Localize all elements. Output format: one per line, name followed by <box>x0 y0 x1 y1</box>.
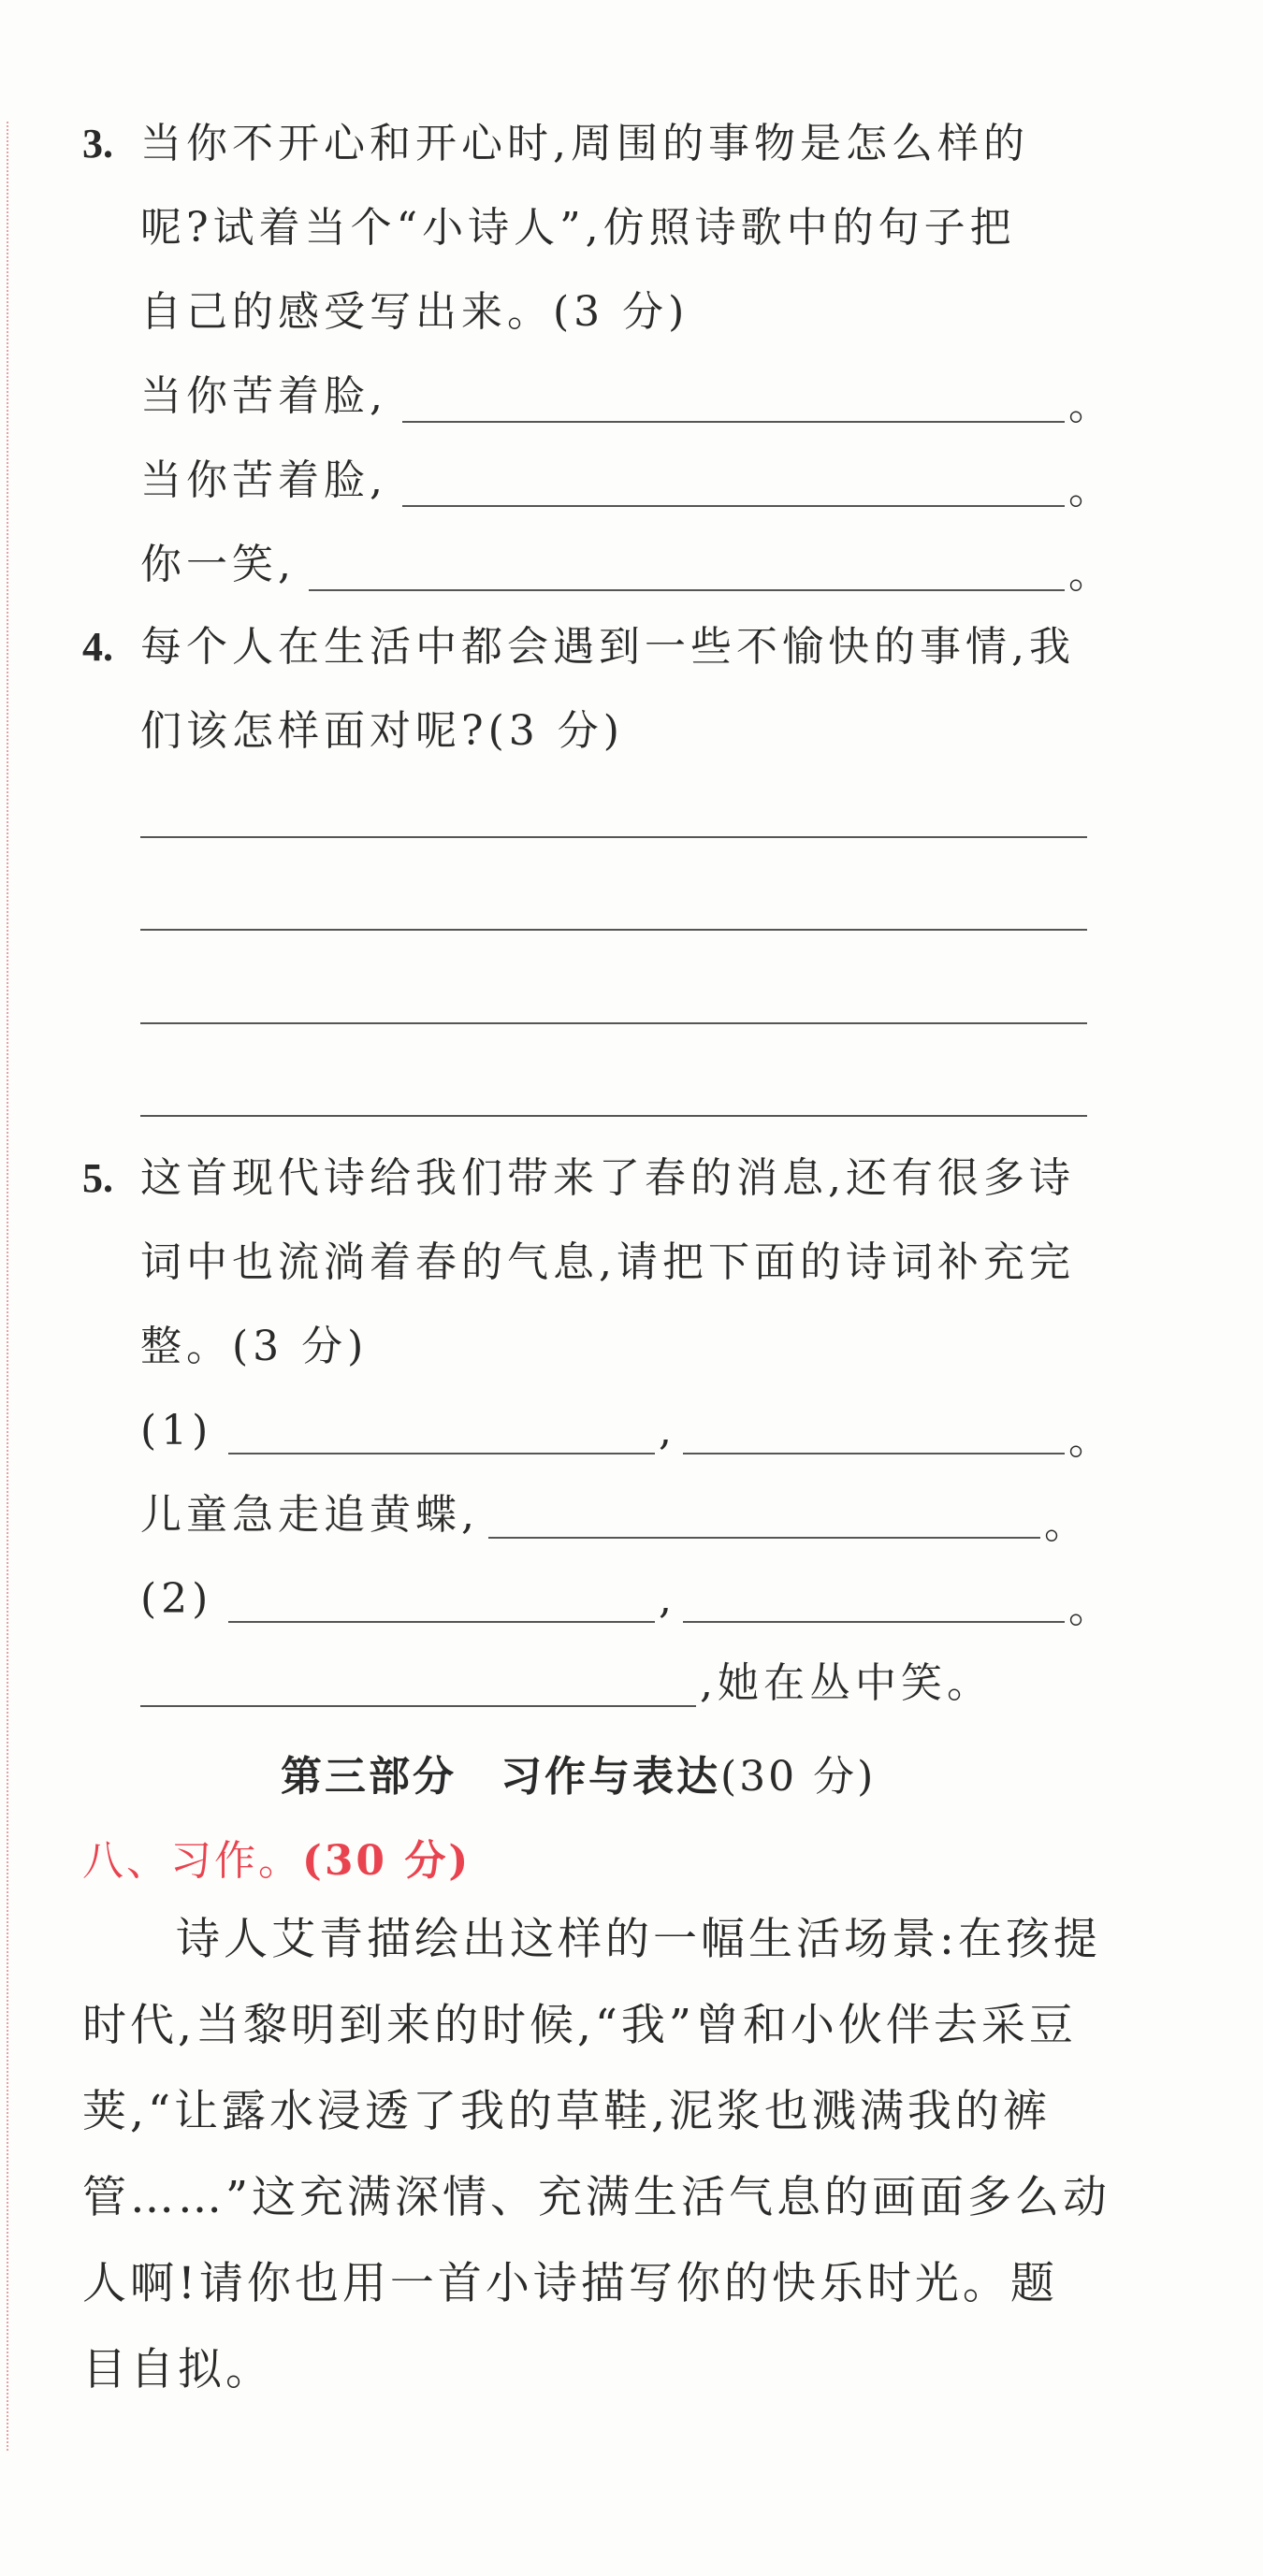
answer-blank[interactable] <box>309 589 1065 591</box>
poem-blank[interactable] <box>140 1705 696 1707</box>
essay-line-5: 人啊!请你也用一首小诗描写你的快乐时光。题 <box>82 2258 1058 2309</box>
part-3-score: (30 分) <box>720 1753 877 1801</box>
question-4-number: 4. <box>82 624 113 670</box>
poem-line-end: ,她在丛中笑。 <box>700 1659 993 1707</box>
question-3-line-1: 当你不开心和开心时,周围的事物是怎么样的 <box>140 120 1029 167</box>
comma: , <box>659 1575 672 1623</box>
section-8-score: (30 分) <box>302 1837 472 1885</box>
essay-line-3: 荚,“让露水浸透了我的草鞋,泥浆也溅满我的裤 <box>82 2086 1051 2137</box>
period: 。 <box>1068 466 1110 514</box>
question-3-number: 3. <box>82 121 113 166</box>
item-1-label: (1) <box>140 1407 213 1454</box>
poem-blank[interactable] <box>488 1537 1040 1539</box>
essay-line-1: 诗人艾青描绘出这样的一幅生活场景:在孩提 <box>176 1914 1101 1965</box>
question-3-prompt-3: 你一笑, <box>140 541 296 588</box>
question-4-line-2: 们该怎样面对呢?(3 分) <box>140 707 624 755</box>
margin-dotted-line <box>7 122 8 2451</box>
comma: , <box>659 1407 672 1454</box>
question-4-line-1: 每个人在生活中都会遇到一些不愉快的事情,我 <box>140 623 1075 671</box>
section-8-heading <box>82 1837 472 1885</box>
period: 。 <box>1068 1416 1110 1464</box>
question-3-prompt-1: 当你苦着脸, <box>140 372 387 420</box>
poem-blank[interactable] <box>228 1453 655 1454</box>
item-2-label: (2) <box>140 1575 213 1623</box>
poem-known-line: 儿童急走追黄蝶, <box>140 1491 479 1539</box>
part-3-heading <box>281 1753 877 1801</box>
question-5-line-1: 这首现代诗给我们带来了春的消息,还有很多诗 <box>140 1154 1075 1202</box>
period: 。 <box>1044 1500 1085 1548</box>
question-5-line-3: 整。(3 分) <box>140 1323 369 1370</box>
answer-blank[interactable] <box>402 421 1065 423</box>
period: 。 <box>1068 1585 1110 1632</box>
period: 。 <box>1068 382 1110 429</box>
question-3-prompt-2: 当你苦着脸, <box>140 456 387 504</box>
answer-blank[interactable] <box>402 505 1065 507</box>
answer-line[interactable] <box>140 929 1087 931</box>
answer-line[interactable] <box>140 836 1087 838</box>
poem-blank[interactable] <box>228 1621 655 1623</box>
question-5-number: 5. <box>82 1155 113 1201</box>
essay-line-4: 管……”这充满深情、充满生活气息的画面多么动 <box>82 2172 1111 2223</box>
question-3-line-2: 呢?试着当个“小诗人”,仿照诗歌中的句子把 <box>140 204 1016 252</box>
part-3-title: 第三部分 习作与表达 <box>281 1753 720 1801</box>
poem-blank[interactable] <box>683 1453 1065 1454</box>
section-8-label: 八、习作。 <box>82 1837 302 1885</box>
answer-line[interactable] <box>140 1022 1087 1024</box>
period: 。 <box>1068 550 1110 598</box>
poem-blank[interactable] <box>683 1621 1065 1623</box>
answer-line[interactable] <box>140 1115 1087 1117</box>
essay-line-6: 目自拟。 <box>82 2344 273 2395</box>
question-5-line-2: 词中也流淌着春的气息,请把下面的诗词补充完 <box>140 1238 1075 1286</box>
essay-line-2: 时代,当黎明到来的时候,“我”曾和小伙伴去采豆 <box>82 2000 1077 2051</box>
question-3-line-3: 自己的感受写出来。(3 分) <box>140 288 690 336</box>
